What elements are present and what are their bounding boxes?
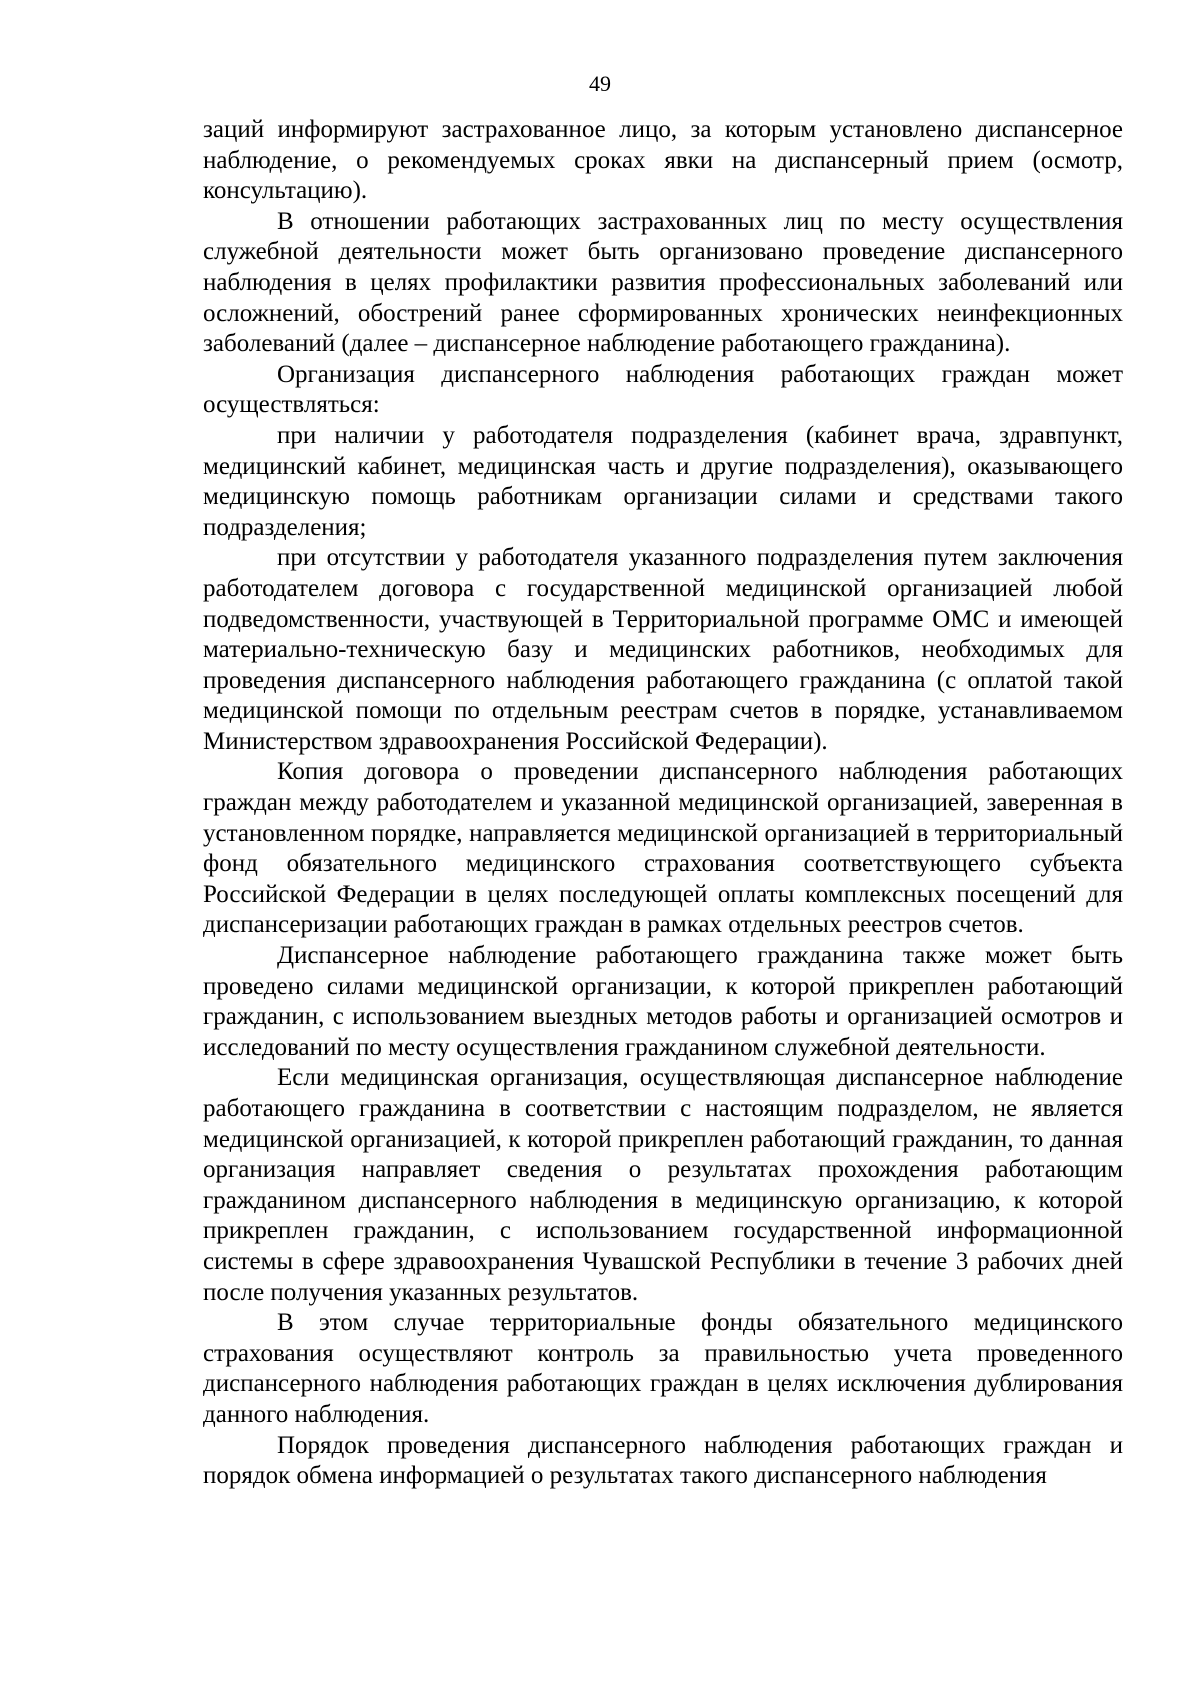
paragraph: В этом случае территориальные фонды обязательного медицинского страхования осуществляют контроль за правильностью учета проведенного диспансерного наблюдения работающих граждан в целях исключения дублирования данного наблюдения. bbox=[203, 1309, 1123, 1428]
page-number: 49 bbox=[589, 71, 611, 96]
paragraph: В отношении работающих застрахованных лиц по месту осуществления служебной деятельности может быть организовано проведение диспансерного наблюдения в целях профилактики развития профессиональных заболеваний или осложнений, обострений ранее сформированных хронических неинфекционных заболеваний (далее – диспансерное наблюдение работающего гражданина). bbox=[203, 207, 1123, 358]
document-body bbox=[203, 115, 1123, 1492]
paragraph: Порядок проведения диспансерного наблюдения работающих граждан и порядок обмена информацией о результатах такого диспансерного наблюдения bbox=[203, 1431, 1123, 1490]
paragraph: при отсутствии у работодателя указанного подразделения путем заключения работодателем договора с государственной медицинской организацией любой подведомственности, участвующей в Территориальной программе ОМС и имеющей материально-техническую базу и медицинских работников, необходимых для проведения диспансерного наблюдения работающего гражданина (с оплатой такой медицинской помощи по отдельным реестрам счетов в порядке, устанавливаемом Министерством здравоохранения Российской Федерации). bbox=[203, 544, 1123, 755]
paragraph: Если медицинская организация, осуществляющая диспансерное наблюдение работающего гражданина в соответствии с настоящим подразделом, не является медицинской организацией, к которой прикреплен работающий гражданин, то данная организация направляет сведения о результатах прохождения работающим гражданином диспансерного наблюдения в медицинскую организацию, к которой прикреплен гражданин, с использованием государственной информационной системы в сфере здравоохранения Чувашской Республики в течение 3 рабочих дней после получения указанных результатов. bbox=[203, 1064, 1123, 1306]
paragraph: Организация диспансерного наблюдения работающих граждан может осуществляться: bbox=[203, 360, 1123, 419]
paragraph: Диспансерное наблюдение работающего гражданина также может быть проведено силами медицинской организации, к которой прикреплен работающий гражданин, с использованием выездных методов работы и организацией осмотров и исследований по месту осуществления гражданином служебной деятельности. bbox=[203, 942, 1123, 1061]
paragraph: Копия договора о проведении диспансерного наблюдения работающих граждан между работодателем и указанной медицинской организацией, заверенная в установленном порядке, направляется медицинской организацией в территориальный фонд обязательного медицинского страхования соответствующего субъекта Российской Федерации в целях последующей оплаты комплексных посещений для диспансеризации работающих граждан в рамках отдельных реестров счетов. bbox=[203, 758, 1123, 939]
paragraph: при наличии у работодателя подразделения (кабинет врача, здравпункт, медицинский кабинет, медицинская часть и другие подразделения), оказывающего медицинскую помощь работникам организации силами и средствами такого подразделения; bbox=[203, 421, 1123, 541]
paragraph: заций информируют застрахованное лицо, за которым установлено диспансерное наблюдение, о рекомендуемых сроках явки на диспансерный прием (осмотр, консультацию). bbox=[203, 116, 1123, 205]
